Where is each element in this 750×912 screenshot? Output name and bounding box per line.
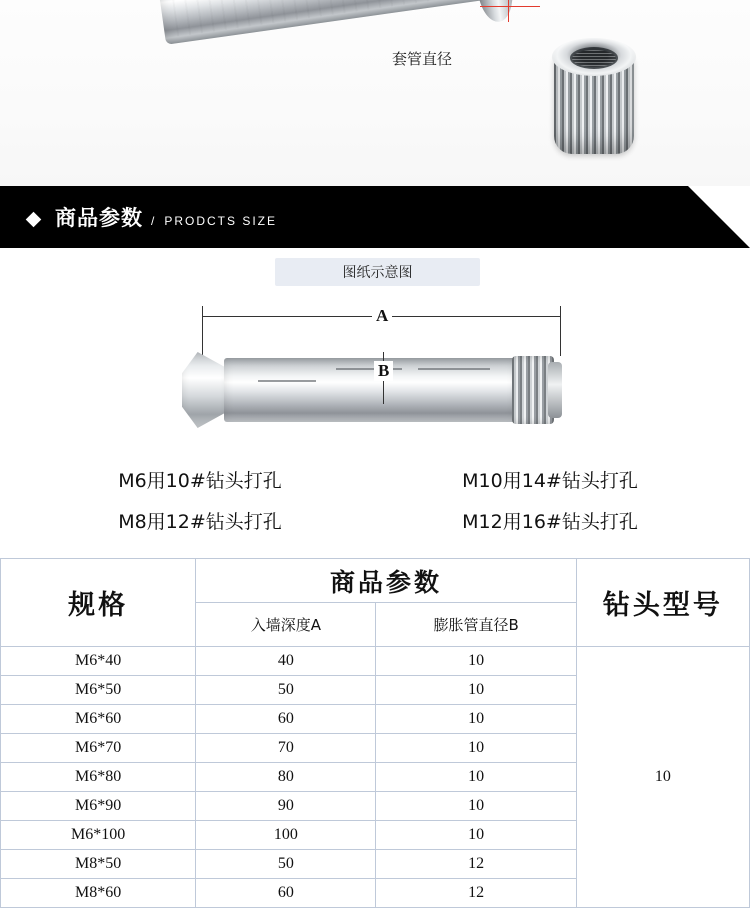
- spec-table-body: [1, 647, 750, 908]
- cell-depth: 70: [196, 734, 376, 763]
- cell-spec: M8*60: [1, 879, 196, 908]
- sleeve-end-cap: [474, 0, 516, 24]
- drill-note-row: [0, 507, 750, 534]
- cell-spec: M6*90: [1, 792, 196, 821]
- section-separator: /: [151, 214, 157, 228]
- cell-spec: M8*50: [1, 850, 196, 879]
- cell-diameter: 10: [376, 763, 576, 792]
- bolt-slot-3: [258, 380, 316, 382]
- cell-spec: M6*60: [1, 705, 196, 734]
- cell-diameter: 10: [376, 734, 576, 763]
- section-header-inner: [0, 202, 277, 232]
- cell-spec: M6*70: [1, 734, 196, 763]
- header-group: 商品参数: [196, 559, 577, 603]
- bolt-slot-2: [418, 368, 490, 370]
- cell-spec: M6*40: [1, 647, 196, 676]
- dim-a-tick-left: [202, 306, 203, 356]
- table-row: [1, 647, 750, 676]
- spec-table: [0, 558, 750, 908]
- drill-note: M8用12#钻头打孔: [118, 511, 282, 533]
- drill-note: M6用10#钻头打孔: [118, 470, 282, 492]
- cell-depth: 100: [196, 821, 376, 850]
- header-depth: 入墙深度A: [196, 603, 376, 647]
- callout-line-horizontal: [480, 6, 540, 7]
- drill-note-group: [0, 466, 750, 548]
- cell-diameter: 12: [376, 879, 576, 908]
- section-subtitle: PRODCTS SIZE: [164, 214, 278, 228]
- product-photo-banner: [0, 0, 750, 186]
- nut-thread-texture: [572, 50, 616, 67]
- cell-diameter: 10: [376, 792, 576, 821]
- cell-diameter: 10: [376, 705, 576, 734]
- cell-depth: 50: [196, 676, 376, 705]
- cell-diameter: 12: [376, 850, 576, 879]
- header-drill: 钻头型号: [576, 559, 749, 647]
- cell-depth: 40: [196, 647, 376, 676]
- drill-note: M12用16#钻头打孔: [462, 511, 638, 533]
- dim-a-tick-right: [560, 306, 561, 356]
- header-diameter: 膨胀管直径B: [376, 603, 576, 647]
- cell-spec: M6*80: [1, 763, 196, 792]
- diagram-chip-label: 图纸示意图: [275, 258, 480, 286]
- cell-depth: 80: [196, 763, 376, 792]
- bolt-end-cap: [548, 362, 562, 418]
- cell-spec: M6*50: [1, 676, 196, 705]
- cell-depth: 50: [196, 850, 376, 879]
- dim-b-label: B: [374, 361, 393, 381]
- drill-note: M10用14#钻头打孔: [462, 470, 638, 492]
- callout-line-vertical: [508, 0, 509, 22]
- table-header-row-1: [1, 559, 750, 603]
- cell-depth: 60: [196, 705, 376, 734]
- cell-depth: 90: [196, 792, 376, 821]
- bolt-illustration: [0, 306, 750, 456]
- cell-diameter: 10: [376, 676, 576, 705]
- nut-photo: [546, 28, 642, 158]
- cell-spec: M6*100: [1, 821, 196, 850]
- section-title: 商品参数: [55, 206, 143, 230]
- cell-diameter: 10: [376, 647, 576, 676]
- sleeve-diameter-caption: 套管直径: [392, 50, 453, 68]
- diamond-bullet-icon: [26, 212, 42, 228]
- cell-drill: 10: [576, 647, 749, 908]
- cell-depth: 60: [196, 879, 376, 908]
- spec-table-wrapper: [0, 558, 750, 908]
- section-header-bar: [0, 186, 750, 248]
- bolt-countersunk-head: [182, 352, 228, 428]
- cell-diameter: 10: [376, 821, 576, 850]
- dim-a-label: A: [372, 306, 392, 326]
- spec-diagram: [0, 248, 750, 558]
- header-spec: 规格: [1, 559, 196, 647]
- drill-note-row: [0, 466, 750, 493]
